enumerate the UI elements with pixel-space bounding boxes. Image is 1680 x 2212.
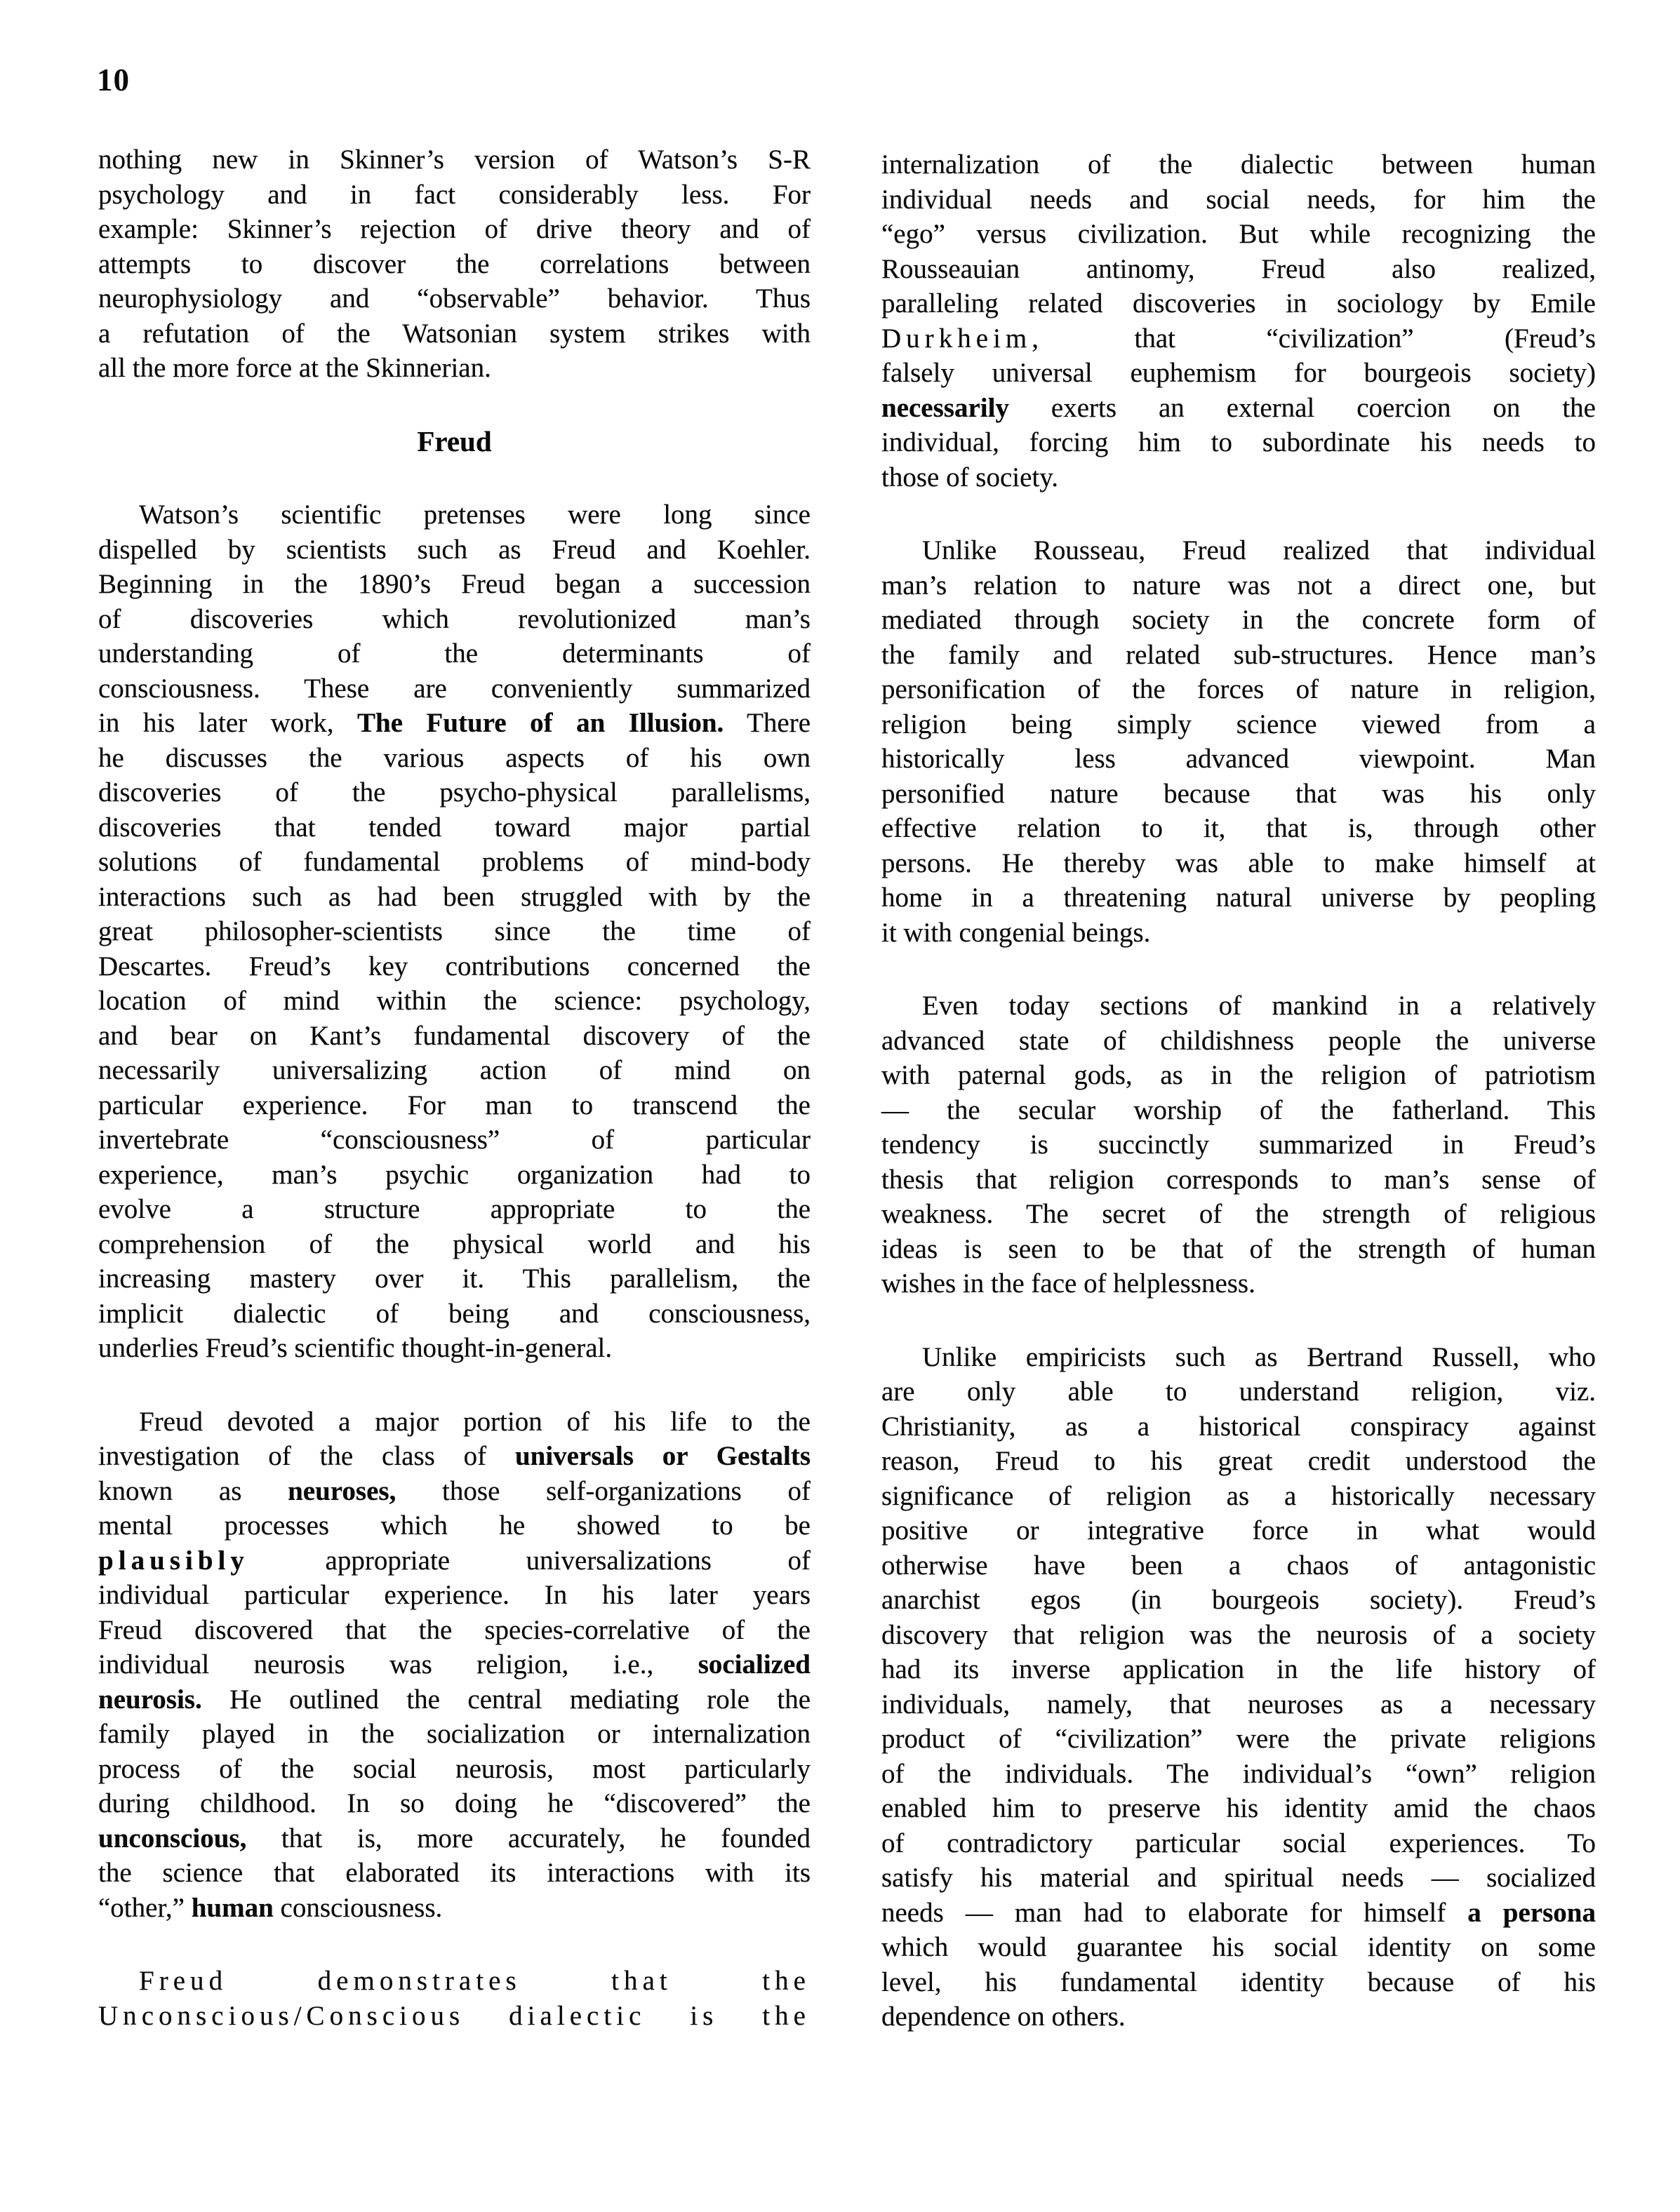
text-line [98,281,811,316]
text-line [881,425,1596,460]
body-text: that is, more accurately, he founded [246,1823,811,1854]
paragraph [98,1405,811,1926]
body-text: are only able to understand religion, viz. [881,1376,1596,1407]
text-line [881,147,1596,182]
body-text: all the more force at the Skinnerian. [98,353,491,383]
body-text: “ego” versus civilization. But while recognizing the [881,219,1596,249]
text-line [881,182,1596,217]
text-line [881,356,1596,391]
text-line [98,1964,811,1999]
text-line [98,1543,811,1578]
text-line [98,1192,811,1227]
text-line [881,1930,1596,1965]
body-text: level, his fundamental identity because of his [881,1966,1596,1997]
body-text: which would guarantee his social identity on some [881,1932,1596,1962]
body-text: home in a threatening natural universe by peopling [881,883,1596,913]
text-line [98,1856,811,1891]
text-line [98,497,811,532]
text-line [98,636,811,671]
body-text: individual needs and social needs, for him the [881,184,1596,215]
text-line [98,914,811,949]
text-line [98,1227,811,1262]
paragraph [881,1340,1596,2035]
body-text: it with congenial beings. [881,917,1151,948]
text-line [98,247,811,282]
text-line [881,1340,1596,1375]
emphasized-text: socialized [698,1649,811,1680]
body-text: the family and related sub-structures. Hence man’s [881,639,1596,670]
body-text: increasing mastery over it. This parallelism, the [98,1263,811,1294]
text-line [881,1896,1596,1931]
text-line [98,567,811,602]
body-text: implicit dialectic of being and consciousness, [98,1298,811,1329]
text-line [98,984,811,1019]
text-line [881,1024,1596,1059]
body-text: religion being simply science viewed from a [881,709,1596,739]
body-text: historically less advanced viewpoint. Man [881,744,1596,774]
body-text: appropriate universalizations of [248,1545,811,1576]
body-text: example: Skinner’s rejection of drive theory and of [98,214,811,244]
text-line [881,1965,1596,2000]
body-text: experience, man’s psychic organization had to [98,1159,811,1190]
body-text: mediated through society in the concrete form of [881,605,1596,635]
body-text: advanced state of childishness people the universe [881,1025,1596,1056]
body-text: invertebrate “consciousness” of particular [98,1125,811,1155]
paragraph [881,533,1596,950]
text-line [98,1786,811,1821]
body-text: the science that elaborated its interactions with its [98,1858,811,1888]
body-text: mental processes which he showed to be [98,1510,811,1541]
text-line [881,286,1596,321]
text-line [98,1682,811,1717]
text-line [98,775,811,810]
text-line [98,1261,811,1296]
body-text: tendency is succinctly summarized in Freud’s [881,1130,1596,1160]
body-text: He outlined the central mediating role the [201,1684,811,1715]
body-text: process of the social neurosis, most particularly [98,1753,811,1784]
text-line [98,1717,811,1752]
text-line [881,1757,1596,1792]
body-text: discoveries of the psycho-physical parallelisms, [98,777,811,807]
text-line [881,1374,1596,1409]
body-text: in his later work, [98,708,358,738]
text-line [98,810,811,845]
body-text: that “civilization” (Freud’s [1044,323,1596,354]
text-line [881,638,1596,673]
body-text: had its inverse application in the life history of [881,1654,1596,1684]
body-text: personified nature because that was his only [881,778,1596,809]
body-text: Unlike Rousseau, Freud realized that individual [922,535,1596,565]
paragraph [98,497,811,1366]
body-text: falsely universal euphemism for bourgeois society) [881,358,1596,388]
body-text: needs — man had to elaborate for himself [881,1897,1468,1928]
text-line [881,1861,1596,1896]
text-line [881,1127,1596,1162]
body-text: man’s relation to nature was not a direct one, but [881,570,1596,601]
body-text: a refutation of the Watsonian system strikes with [98,318,811,349]
text-line [881,672,1596,707]
body-text: evolve a structure appropriate to the [98,1194,811,1224]
emphasized-text: The Future of an Illusion. [357,708,724,738]
letterspaced-text: Unconscious/Conscious dialectic is the [98,2000,811,2031]
body-text: discovery that religion was the neurosis of a society [881,1619,1596,1650]
body-text: paralleling related discoveries in sociology by Emile [881,288,1596,319]
text-line [881,603,1596,638]
text-line [98,949,811,984]
text-line [881,1444,1596,1479]
text-line [98,706,811,741]
letterspaced-text: Freud demonstrates that the [139,1966,811,1996]
text-line [881,811,1596,846]
text-line [98,1821,811,1856]
body-text: solutions of fundamental problems of mind-body [98,847,811,877]
text-line [881,460,1596,495]
body-text: necessarily universalizing action of mind on [98,1055,811,1085]
paragraph [98,1964,811,2033]
body-text: of contradictory particular social experiences. To [881,1828,1596,1858]
body-text: of the individuals. The individual’s “own” religion [881,1758,1596,1789]
text-line [98,1053,811,1088]
body-text: individual particular experience. In his later years [98,1580,811,1610]
text-line [881,1999,1596,2035]
body-text: Unlike empiricists such as Bertrand Russell, who [922,1341,1596,1372]
text-line [881,1409,1596,1444]
text-line [881,1162,1596,1198]
text-line [881,1652,1596,1687]
text-line [881,391,1596,426]
emphasized-text: human [191,1892,274,1923]
body-text: with paternal gods, as in the religion of patriotism [881,1060,1596,1090]
body-text: and bear on Kant’s fundamental discovery of the [98,1020,811,1051]
body-text: consciousness. [273,1892,443,1923]
body-text: weakness. The secret of the strength of religious [881,1199,1596,1229]
body-text: those of society. [881,462,1058,492]
text-line [881,742,1596,777]
body-text: individual neurosis was religion, i.e., [98,1649,698,1680]
text-line [98,142,811,177]
text-line [98,1331,811,1366]
body-text: family played in the socialization or internalization [98,1719,811,1749]
body-text: psychology and in fact considerably less. For [98,179,811,210]
text-line [98,1508,811,1543]
emphasized-text: universals or Gestalts [514,1441,811,1471]
body-text: “other,” [98,1892,192,1923]
body-text: individuals, namely, that neuroses as a necessary [881,1689,1596,1720]
body-text: Watson’s scientific pretenses were long since [139,500,811,530]
text-line [881,1197,1596,1232]
paragraph [881,988,1596,1301]
body-text: significance of religion as a historically necessary [881,1480,1596,1511]
text-line [881,846,1596,881]
emphasized-text: unconscious, [98,1823,247,1854]
text-line [98,845,811,880]
text-line [881,1583,1596,1618]
text-line [98,671,811,706]
text-line [881,533,1596,568]
emphasized-text: a persona [1467,1897,1596,1928]
section-heading: Freud [417,424,492,457]
text-line [98,1613,811,1648]
body-text: investigation of the class of [98,1441,515,1471]
body-text: location of mind within the science: psychology, [98,986,811,1016]
text-line [881,707,1596,742]
body-text: during childhood. In so doing he “discovered” the [98,1788,811,1818]
body-text: ideas is seen to be that of the strength of human [881,1233,1596,1264]
text-line [98,1405,811,1440]
body-text: There [724,708,811,738]
body-text: Freud devoted a major portion of his life to the [139,1406,811,1437]
text-line [881,1266,1596,1301]
body-text: enabled him to preserve his identity amid the chaos [881,1793,1596,1823]
body-text: personification of the forces of nature in religion, [881,674,1596,704]
text-line [881,321,1596,356]
emphasized-text: plausibly [98,1545,249,1576]
text-line [98,741,811,776]
emphasized-text: neuroses, [288,1475,396,1506]
body-text: interactions such as had been struggled with by the [98,881,811,912]
text-line [881,1687,1596,1722]
page-number: 10 [97,62,130,98]
body-text: satisfy his material and spiritual needs — socialized [881,1863,1596,1893]
text-line [881,1618,1596,1653]
body-text: exerts an external coercion on the [1008,392,1596,423]
text-line [881,777,1596,812]
text-line [98,1647,811,1682]
body-text: he discusses the various aspects of his own [98,742,811,773]
text-line [881,1093,1596,1128]
body-text: internalization of the dialectic between human [881,149,1596,180]
text-line [881,1791,1596,1826]
body-text: Descartes. Freud’s key contributions concerned the [98,951,811,981]
text-line [98,1752,811,1787]
body-text: discoveries that tended toward major partial [98,812,811,843]
paragraph [98,142,811,386]
body-text: thesis that religion corresponds to man’s sense of [881,1164,1596,1195]
body-text: dispelled by scientists such as Freud and Koehler. [98,534,811,565]
left-column [98,142,811,2072]
text-line [98,1158,811,1193]
body-text: — the secular worship of the fatherland. This [881,1094,1596,1125]
emphasized-text: necessarily [881,392,1009,423]
right-column [881,147,1596,2073]
body-text: nothing new in Skinner’s version of Watson’s S-R [98,145,811,175]
body-text: underlies Freud’s scientific thought-in-general. [98,1333,613,1363]
text-line [98,1891,811,1926]
body-text: particular experience. For man to transcend the [98,1090,811,1120]
body-text: neurophysiology and “observable” behavior. Thus [98,283,811,314]
text-line [881,1548,1596,1583]
text-line [98,177,811,213]
body-text: those self-organizations of [396,1475,811,1506]
text-line [881,1058,1596,1093]
text-line [881,988,1596,1024]
body-text: product of “civilization” were the private religions [881,1724,1596,1754]
letterspaced-text: Durkheim, [881,323,1044,354]
body-text: known as [98,1475,288,1506]
body-text: understanding of the determinants of [98,638,811,669]
body-text: positive or integrative force in what would [881,1515,1596,1546]
text-line [98,316,811,351]
text-line [881,1513,1596,1548]
body-text: persons. He thereby was able to make himself at [881,847,1596,878]
body-text: individual, forcing him to subordinate his needs to [881,427,1596,457]
body-text: Beginning in the 1890’s Freud began a succession [98,569,811,599]
body-text: great philosopher-scientists since the time of [98,916,811,946]
emphasized-text: neurosis. [98,1684,202,1715]
text-line [881,1826,1596,1861]
text-line [98,1999,811,2034]
text-line [98,1578,811,1613]
body-text: wishes in the face of helplessness. [881,1268,1255,1299]
body-text: of discoveries which revolutionized man’s [98,603,811,634]
text-line [98,1122,811,1158]
text-line [881,568,1596,603]
body-text: Christianity, as a historical conspiracy against [881,1411,1596,1442]
text-line [98,532,811,568]
body-text: anarchist egos (in bourgeois society). Freud’s [881,1585,1596,1615]
body-text: effective relation to it, that is, through other [881,813,1596,843]
text-line [881,252,1596,287]
text-line [881,880,1596,916]
body-text: attempts to discover the correlations between [98,248,811,279]
text-line [881,1479,1596,1514]
body-text: consciousness. These are conveniently summarized [98,673,811,704]
body-text: otherwise have been a chaos of antagonistic [881,1550,1596,1581]
text-line [98,212,811,247]
body-text: Freud discovered that the species-correlative of the [98,1614,811,1645]
text-line [98,351,811,386]
text-line [881,217,1596,252]
text-line [881,1722,1596,1757]
body-text: Even today sections of mankind in a relatively [922,991,1596,1021]
text-line [98,1019,811,1054]
text-line [98,1439,811,1474]
text-line [881,1232,1596,1267]
body-text: Rousseauian antinomy, Freud also realized, [881,253,1596,284]
text-line [98,880,811,915]
text-line [98,1296,811,1332]
body-text: dependence on others. [881,2002,1126,2032]
text-line [98,1088,811,1123]
text-line [98,602,811,637]
paragraph [881,147,1596,495]
body-text: comprehension of the physical world and his [98,1228,811,1259]
text-line [98,1474,811,1509]
body-text: reason, Freud to his great credit understood the [881,1446,1596,1476]
text-line [881,916,1596,951]
